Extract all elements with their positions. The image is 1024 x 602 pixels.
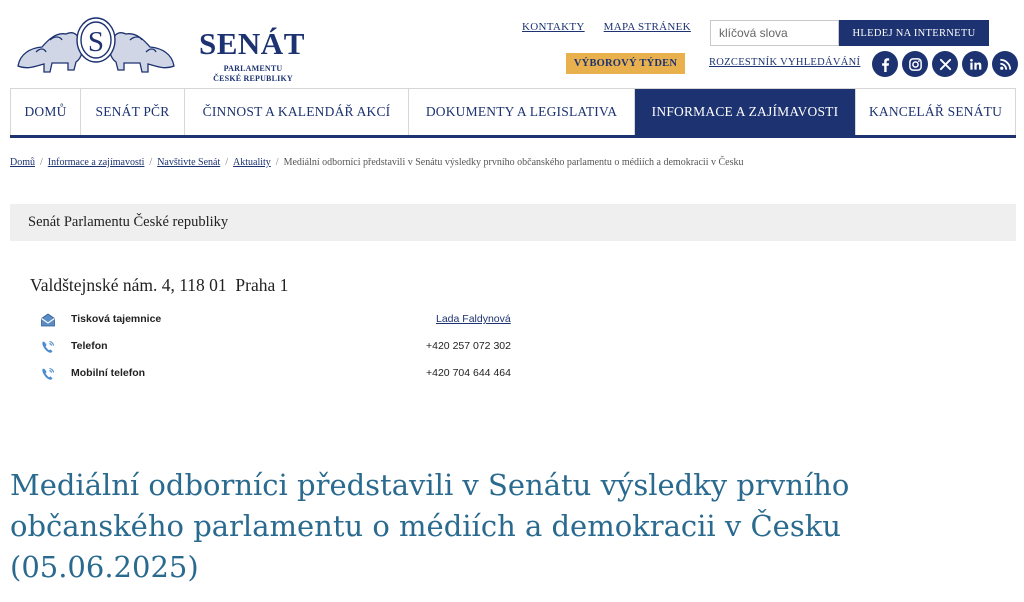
- rss-icon[interactable]: [992, 51, 1018, 77]
- svg-text:S: S: [87, 26, 105, 58]
- nav-item-senate-office[interactable]: KANCELÁŘ SENÁTU: [856, 89, 1016, 135]
- phone-icon: [40, 339, 56, 355]
- contacts-list: [40, 311, 540, 392]
- address: Valdštejnské nám. 4, 118 01 Praha 1: [30, 275, 289, 295]
- phone-icon: [40, 366, 56, 382]
- organization-bar: [10, 204, 1016, 241]
- press-secretary-link[interactable]: Lada Faldynová: [436, 313, 511, 325]
- envelope-icon: [40, 312, 56, 328]
- contact-row: [40, 338, 540, 365]
- nav-item-documents-legislation[interactable]: DOKUMENTY A LEGISLATIVA: [409, 89, 635, 135]
- committee-week-button[interactable]: VÝBOROVÝ TÝDEN: [566, 53, 685, 74]
- contact-row: [40, 365, 540, 392]
- facebook-icon[interactable]: [872, 51, 898, 77]
- organization-name: Senát Parlamentu České republiky: [28, 214, 229, 230]
- logo-subtitle-line2: ČESKÉ REPUBLIKY: [213, 74, 293, 83]
- breadcrumb-news[interactable]: Aktuality: [233, 157, 271, 168]
- breadcrumb-home[interactable]: Domů: [10, 157, 35, 168]
- sitemap-link[interactable]: MAPA STRÁNEK: [603, 21, 691, 33]
- nav-item-home[interactable]: DOMŮ: [10, 89, 81, 135]
- lions-emblem-icon: [10, 14, 182, 76]
- search-hub-link[interactable]: ROZCESTNÍK VYHLEDÁVÁNÍ: [709, 57, 861, 68]
- logo-title: SENÁT: [199, 26, 305, 61]
- nav-item-activity-calendar[interactable]: ČINNOST A KALENDÁŘ AKCÍ: [185, 89, 409, 135]
- contact-label: Telefon: [71, 340, 108, 352]
- linkedin-icon[interactable]: [962, 51, 988, 77]
- contacts-link[interactable]: KONTAKTY: [522, 21, 585, 33]
- social-links: [872, 51, 1018, 77]
- instagram-icon[interactable]: [902, 51, 928, 77]
- article-headline: Mediální odborníci představili v Senátu výsledky prvního občanského parlamentu o médiích a demokracii v Česku (05.06.2025): [10, 468, 850, 584]
- breadcrumb-current: Mediální odborníci představili v Senátu výsledky prvního občanského parlamentu o médiích a demokracii v Česku: [283, 157, 744, 168]
- x-icon[interactable]: [932, 51, 958, 77]
- breadcrumb-information[interactable]: Informace a zajímavosti: [47, 157, 145, 168]
- site-header: [0, 0, 1024, 88]
- mobile-number: +420 704 644 464: [426, 367, 511, 379]
- phone-number: +420 257 072 302: [426, 340, 511, 352]
- contact-label: Mobilní telefon: [71, 367, 146, 379]
- main-navigation: [10, 88, 1016, 138]
- logo-subtitle: [203, 64, 303, 84]
- breadcrumb-visit-senate[interactable]: Navštivte Senát: [157, 157, 221, 168]
- top-links: [522, 21, 691, 33]
- logo-subtitle-line1: PARLAMENTU: [223, 64, 283, 73]
- search-input[interactable]: [710, 20, 839, 46]
- contact-label: Tisková tajemnice: [71, 313, 162, 325]
- contact-row: [40, 311, 540, 338]
- nav-item-senate[interactable]: SENÁT PČR: [81, 89, 185, 135]
- search-button[interactable]: HLEDEJ NA INTERNETU: [839, 20, 989, 46]
- breadcrumb: Domů / Informace a zajímavosti / Navštivte Senát / Aktuality / Mediální odborníci představili v Senátu výsledky prvního občanského parlamentu o médiích a demokracii v Česku: [10, 157, 744, 168]
- nav-item-information[interactable]: INFORMACE A ZAJÍMAVOSTI: [635, 89, 856, 135]
- senate-logo[interactable]: [10, 14, 305, 83]
